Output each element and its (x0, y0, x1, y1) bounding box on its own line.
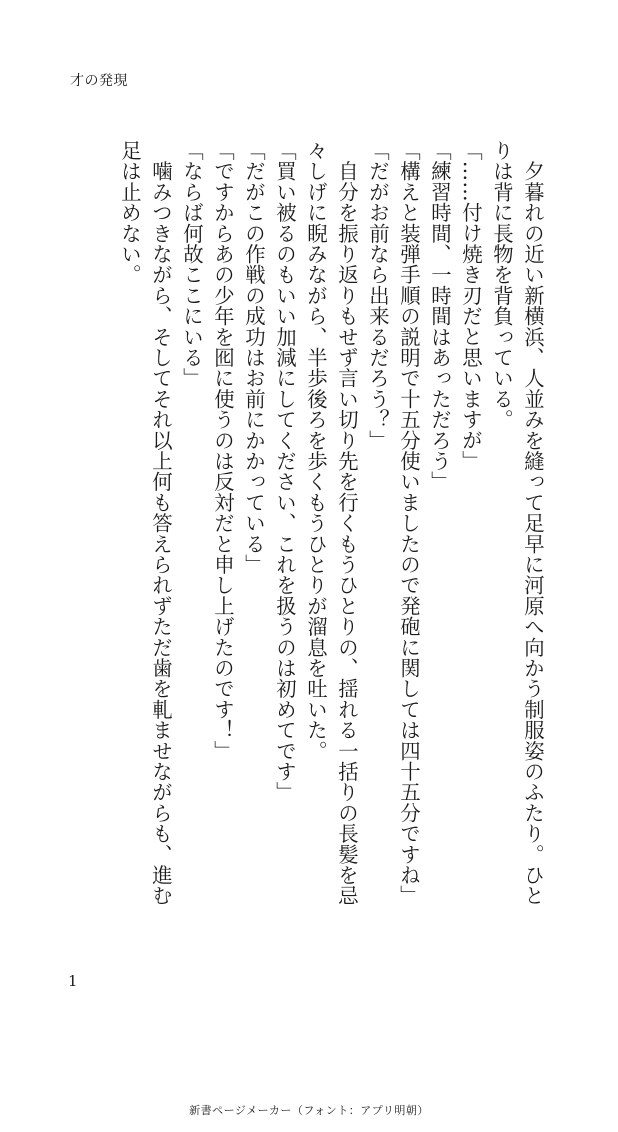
text-line: 噛みつきながら、そしてそれ以上何も答えられずただ歯を軋ませながらも、進む (149, 140, 173, 906)
text-line: 「……付け焼き刃だと思いますが」 (459, 140, 483, 472)
chapter-title: 才の発現 (70, 73, 128, 89)
text-line: 々しげに睨みながら、半歩後ろを歩くもうひとりが溜息を吐いた。 (304, 140, 328, 761)
footer-credit: 新書ページメーカー（フォント：アプリ明朝） (189, 1104, 429, 1117)
text-line: りは背に長物を背負っている。 (490, 140, 514, 430)
vertical-body-text (114, 140, 548, 945)
text-line: 「ですからあの少年を囮に使うのは反対だと申し上げたのです！」 (211, 140, 235, 761)
text-line: 「練習時間、一時間はあっただろう」 (428, 140, 452, 492)
text-line: 「だがお前なら出来るだろう？」 (366, 140, 390, 451)
text-line: 「買い被るのもいい加減にしてください、これを扱うのは初めてです」 (273, 140, 297, 803)
text-line: 「構えと装弾手順の説明で十五分使いましたので発砲に関しては四十五分ですね」 (397, 140, 421, 906)
text-line: 「だがこの作戦の成功はお前にかかっている」 (242, 140, 266, 575)
text-line: 自分を振り返りもせず言い切り先を行くもうひとりの、揺れる一括りの長髪を忌 (335, 140, 359, 906)
text-line: 「ならば何故ここにいる」 (180, 140, 204, 389)
page-number: 1 (68, 972, 78, 990)
text-line: 夕暮れの近い新横浜、人並みを縫って足早に河原へ向かう制服姿のふたり。ひと (521, 140, 545, 906)
text-line: 足は止めない。 (118, 140, 142, 285)
